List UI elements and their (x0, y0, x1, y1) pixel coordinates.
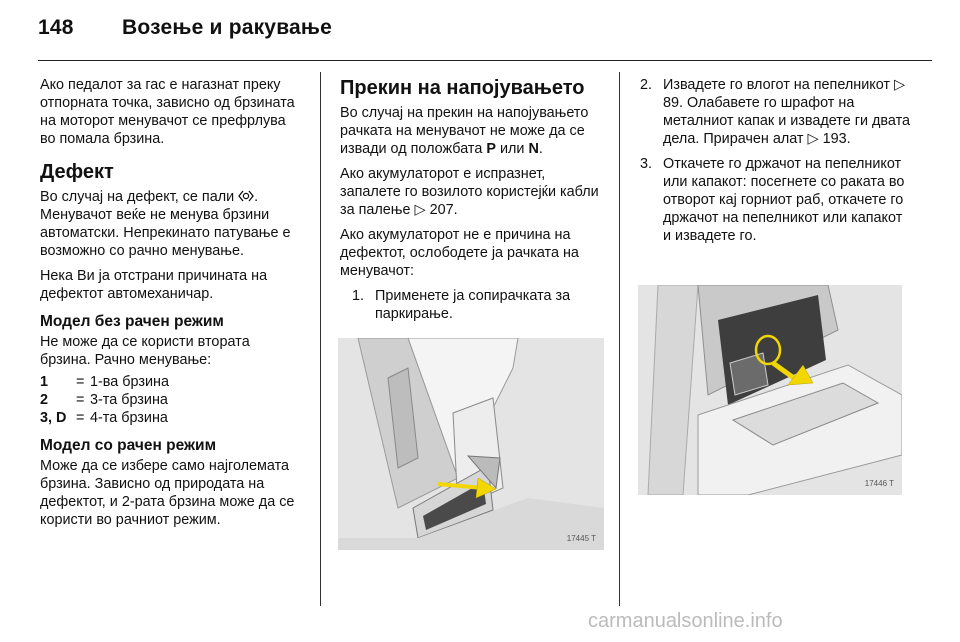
step-text (663, 76, 910, 148)
page-ref-icon: ▷ (414, 202, 426, 218)
p1-end: . (538, 141, 543, 157)
gear-value: 3-та брзина (90, 392, 168, 408)
page-ref-icon: ▷ (807, 131, 819, 147)
gear-row (40, 391, 302, 409)
gear-eq: = (76, 410, 85, 426)
fault-paragraph (40, 188, 302, 260)
page-ref-icon: ▷ (893, 77, 906, 93)
power-failure-paragraph-1 (340, 104, 605, 158)
step2-text-b: 89. Олабавете го шрафот на металниот капак и извадете ги двата дела. Приpачен алат (663, 95, 911, 147)
gear-row (40, 409, 302, 427)
p2-text: Ако акумулаторот е испразнет, запалете го возилото користејќи кабли за палење (340, 166, 599, 218)
step-number: 1. (352, 288, 365, 304)
manual-heading: Модел со рачен режим (40, 437, 217, 454)
page-number: 148 (38, 16, 74, 39)
page-ref[interactable]: 207. (429, 202, 458, 218)
shift-lever-illustration (338, 338, 604, 550)
step-number: 3. (640, 156, 653, 172)
fault-paragraph-2: Нека Ви ја отстрани причината на дефектот автомеханичар. (40, 268, 268, 302)
header-rule (38, 60, 932, 61)
gear-value: 4-та брзина (90, 410, 168, 426)
step-text: Откачете го држачот на пепелникот или капакот: посегнете со раката во отворот кај горниот раб, откачете го држачот на пепелникот или капакот и извадете го. (663, 156, 905, 244)
gear-key: 3, D (40, 410, 67, 426)
figure-ashtray (638, 285, 902, 495)
fault-text-cont: . Менувачот веќе не менува брзини автоматски. Непрекинато патување е возможно со рачно менување. (40, 189, 291, 259)
gear-table (40, 373, 302, 427)
position-p: P (486, 141, 496, 157)
step-number: 2. (640, 77, 653, 93)
step2-text-a: Извадете го влогот на пепелникот (663, 77, 890, 93)
fault-text: Во случај на дефект, се пали (40, 189, 235, 205)
figure-shift-lever (338, 338, 604, 550)
p1-or: или (499, 141, 525, 157)
gear-eq: = (76, 392, 85, 408)
ashtray-illustration (638, 285, 902, 495)
gear-row (40, 373, 302, 391)
step-3 (640, 155, 910, 245)
page-title: Возење и ракување (122, 16, 333, 39)
fault-heading: Дефект (40, 161, 114, 183)
watermark: carmanualsonline.info (588, 610, 783, 632)
column-3 (640, 76, 910, 252)
step-text: Применете ја сопирачката за паркирање. (375, 288, 571, 322)
power-failure-heading: Прекин на напојувањето (340, 77, 585, 99)
gear-value: 1-ва брзина (90, 374, 169, 390)
intro-paragraph: Ако педалот за гас е нагазнат преку отпорната точка, зависно од брзината на моторот менувачот се префрлува во помала брзина. (40, 77, 295, 147)
page-ref[interactable]: 193. (822, 131, 851, 147)
gear-key: 1 (40, 374, 49, 390)
step-2 (640, 76, 910, 148)
p1-text: Во случај на прекин на напојувањето рачката на менувачот не може да се извади од положбата (340, 105, 589, 157)
column-divider (619, 72, 620, 606)
position-n: N (528, 141, 539, 157)
gear-eq: = (76, 374, 85, 390)
column-1 (40, 76, 302, 536)
manual-paragraph: Може да се избере само најголемата брзина. Зависно од природата на дефектот, и 2-рата брзина може да се користи во рачниот режим. (40, 458, 295, 528)
power-failure-paragraph-3: Ако акумулаторот не е причина на дефектот, ослободете ја рачката на менувачот: (340, 227, 579, 279)
transmission-warning-icon (238, 190, 254, 202)
page-header (38, 16, 332, 42)
no-manual-heading: Модел без рачен режим (40, 313, 224, 330)
no-manual-paragraph: Не може да се користи вторатa брзина. Рачно менување: (40, 334, 250, 368)
figure-label: 17446 T (864, 479, 894, 488)
column-divider (320, 72, 321, 606)
power-failure-paragraph-2 (340, 165, 605, 219)
gear-key: 2 (40, 392, 49, 408)
step-1 (352, 287, 605, 323)
figure-label: 17445 T (566, 534, 596, 543)
column-2 (340, 76, 605, 330)
